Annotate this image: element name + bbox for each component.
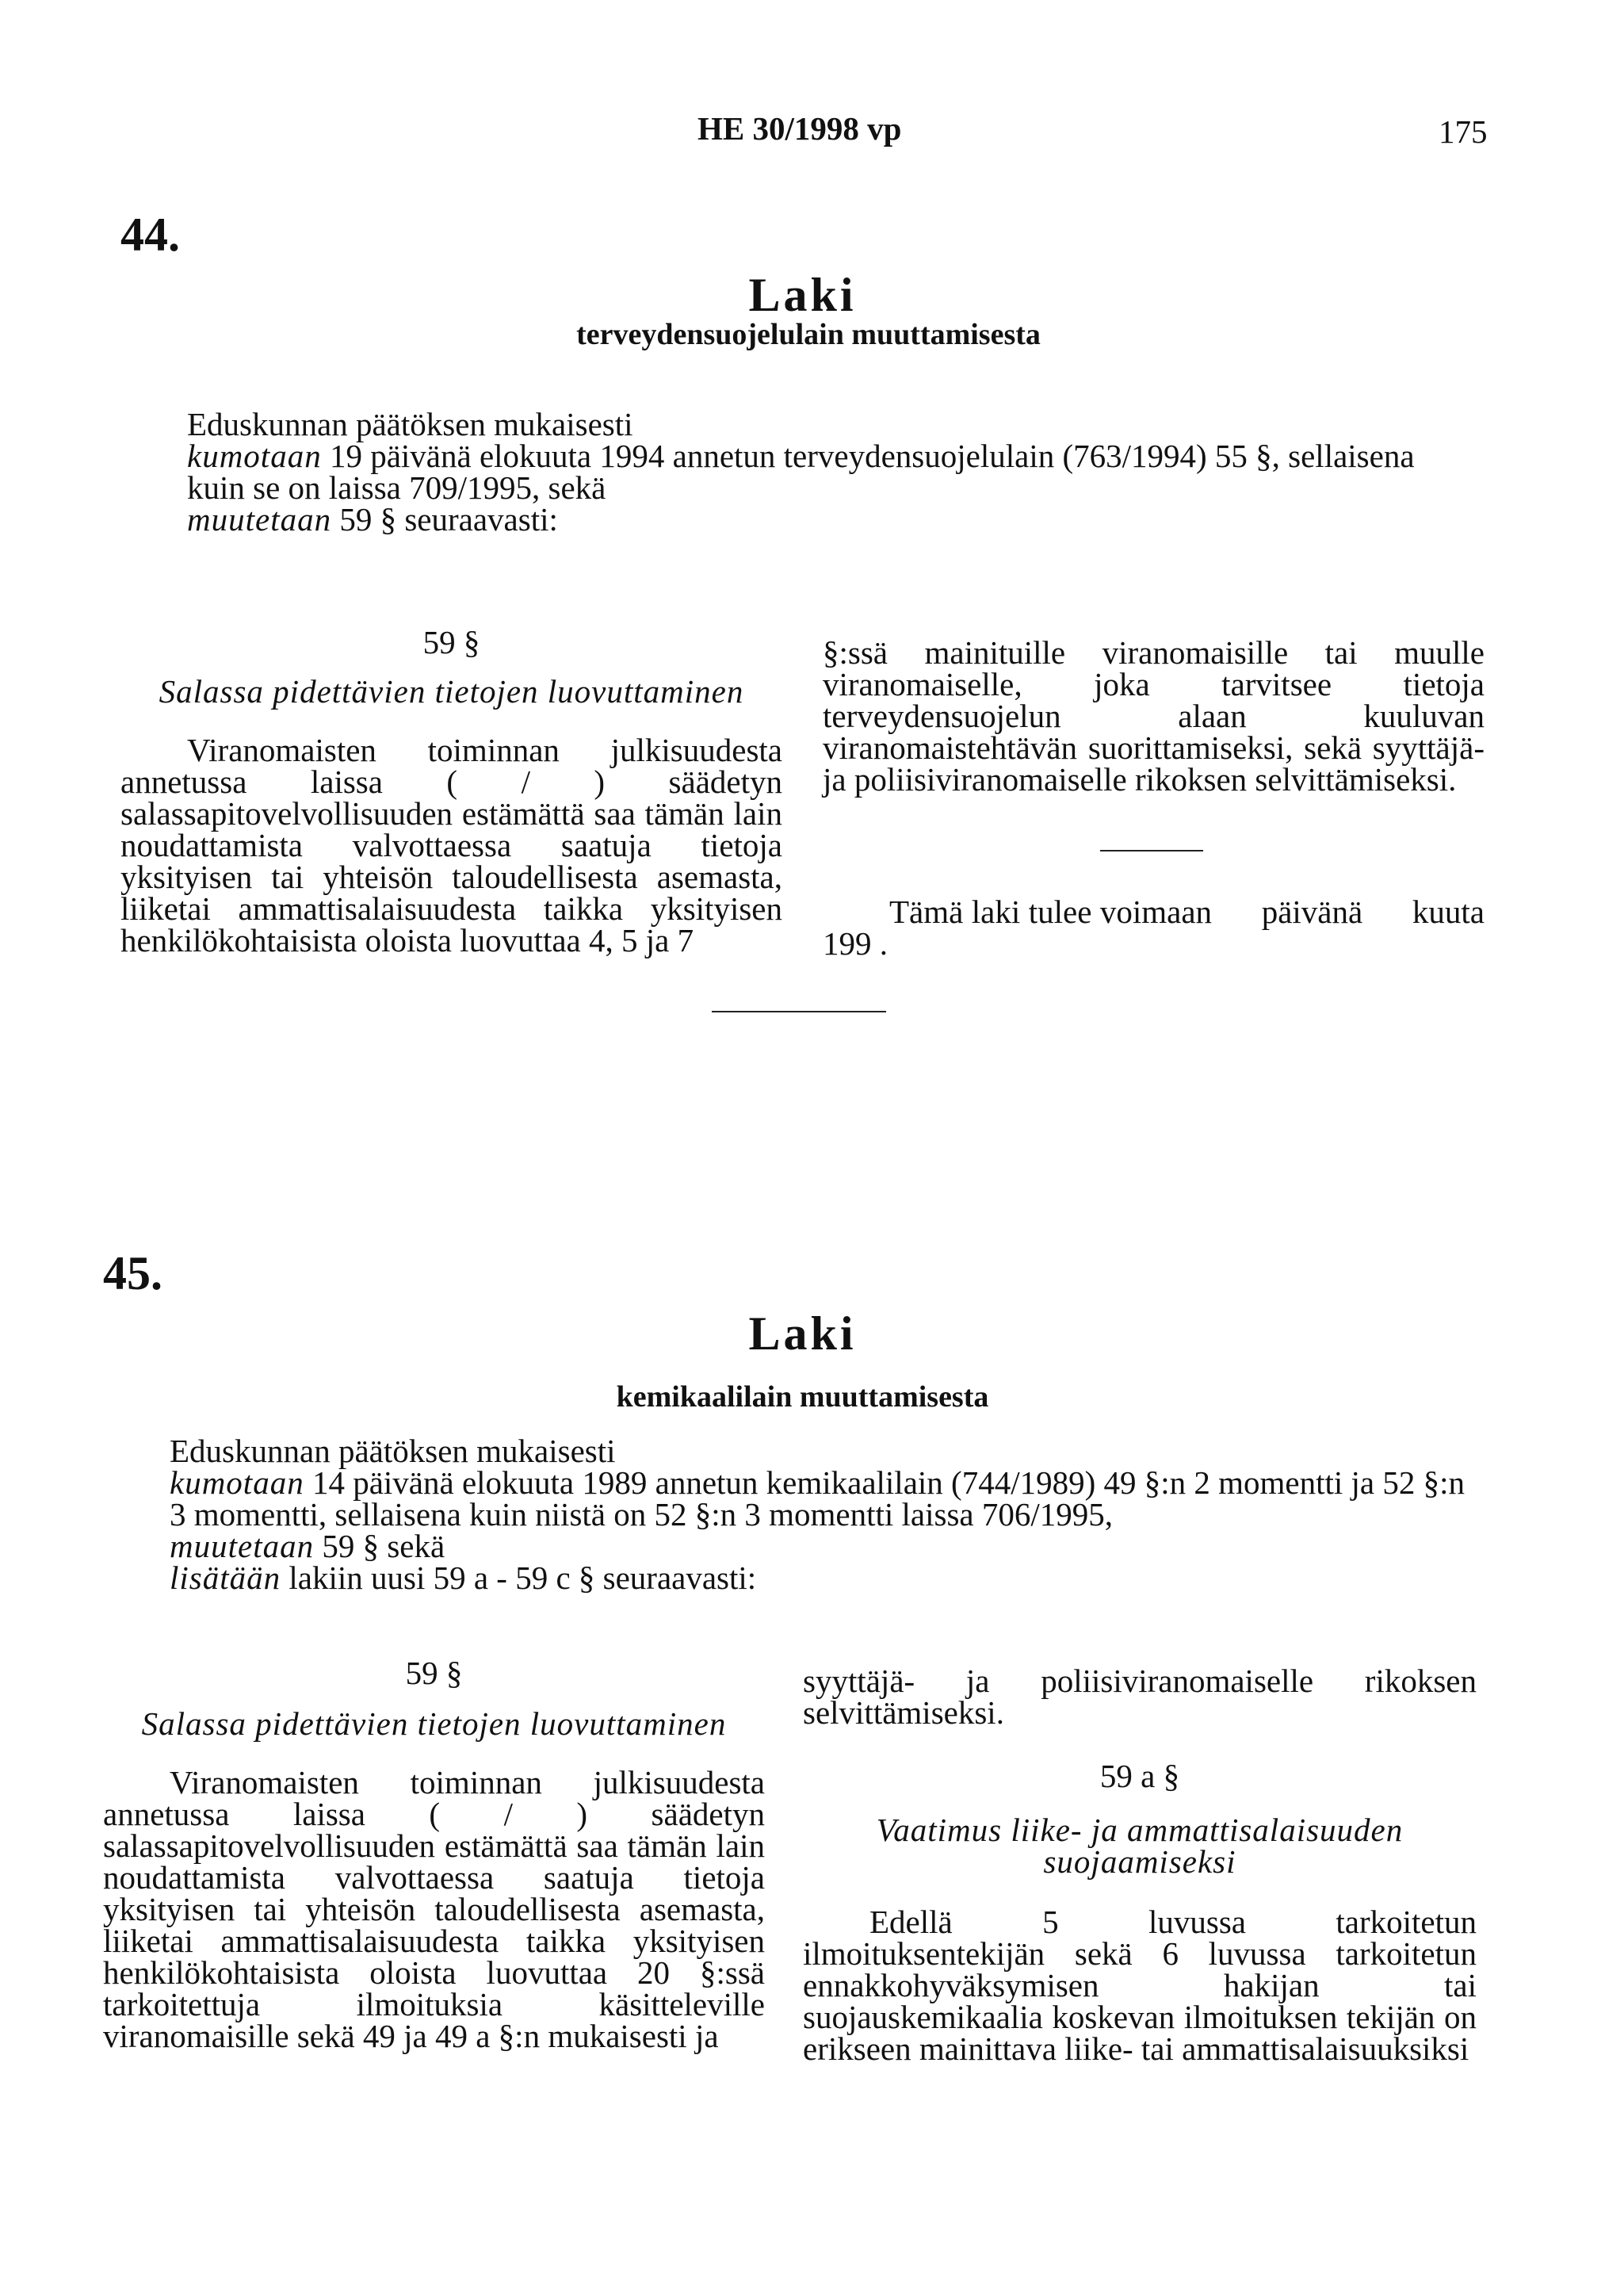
amend-clause: [103, 1530, 1478, 1562]
law-number: 44.: [120, 209, 180, 261]
entry-into-force: [823, 894, 1493, 962]
left-column: [103, 1657, 765, 2052]
repeal-text: 19 päivänä elokuuta 1994 annetun terveydensuojelulain (763/1994) 55 §, sellaisena kuin se on laissa 709/1995, sekä: [187, 438, 1415, 506]
amend-verb: muutetaan: [170, 1528, 315, 1564]
section-caption: Salassa pidettävien tietojen luovuttaminen: [159, 673, 744, 710]
section-body-continued: syyttäjä- ja poliisiviranomaiselle rikoksen selvittämiseksi.: [803, 1663, 1477, 1731]
section-body: Viranomaisten toiminnan julkisuudesta annetussa laissa ( / ) säädetyn salassapitovelvollisuuden estämättä saa tämän lain noudattamista valvottaessa saatuja tietoja yksityisen tai yhteisön taloudellisesta asemasta, liiketai ammattisalaisuudesta taikka yksityisen henkilökohtaisista oloista luovuttaa 20 §:ssä tarkoitettuja ilmoituksia käsitteleville viranomaisille sekä 49 ja 49 a §:n mukaisesti ja: [103, 1764, 765, 2054]
repeal-clause: [120, 438, 1476, 506]
section-body: Viranomaisten toiminnan julkisuudesta annetussa laissa ( / ) säädetyn salassapitovelvollisuuden estämättä saa tämän lain noudattamista valvottaessa saatuja tietoja yksityisen tai yhteisön taloudellisesta asemasta, liiketai ammattisalaisuudesta taikka yksityisen henkilökohtaisista oloista luovuttaa 4, 5 ja 7: [120, 732, 782, 959]
section-body: Edellä 5 luvussa tarkoitetun ilmoituksentekijän sekä 6 luvussa tarkoitetun ennakkohyväksymisen hakijan tai suojauskemikaalia koskevan ilmoituksen tekijän on erikseen mainittava liike- tai ammattisalaisuuksiksi: [803, 1904, 1477, 2067]
law-intro: [103, 1435, 1478, 1594]
section-heading: 59 a §: [1099, 1758, 1180, 1794]
preamble: Eduskunnan päätöksen mukaisesti: [170, 1433, 616, 1469]
entry-into-force-text: Tämä laki tulee voimaan päivänä kuuta 199 .: [823, 894, 1493, 962]
add-text: lakiin uusi 59 a - 59 c § seuraavasti:: [281, 1559, 757, 1596]
page-number: 175: [1439, 113, 1488, 150]
left-column: [120, 624, 782, 959]
section-heading: 59 §: [422, 624, 480, 660]
law-title: Laki: [748, 269, 857, 321]
amend-text: 59 § seuraavasti:: [331, 501, 558, 538]
section-caption: Salassa pidettävien tietojen luovuttaminen: [141, 1705, 727, 1742]
right-column: [803, 1663, 1477, 2067]
running-title: HE 30/1998 vp: [697, 110, 902, 147]
section-caption: Vaatimus liike- ja ammattisalaisuuden suojaamiseksi: [876, 1812, 1404, 1880]
amend-text: 59 § sekä: [314, 1528, 445, 1564]
add-clause: [103, 1559, 1478, 1596]
section-heading: 59 §: [405, 1655, 463, 1691]
preamble: Eduskunnan päätöksen mukaisesti: [187, 406, 633, 442]
section-body-continued: §:ssä mainituille viranomaisille tai muulle viranomaiselle, joka tarvitsee tietoja terveydensuojelun alaan kuuluvan viranomaistehtävän suorittamiseksi, sekä syyttäjä- ja poliisiviranomaiselle rikoksen selvittämiseksi.: [823, 634, 1485, 798]
add-verb: lisätään: [170, 1559, 281, 1596]
repeal-verb: kumotaan: [170, 1464, 304, 1501]
repeal-verb: kumotaan: [187, 438, 322, 474]
repeal-clause: [103, 1464, 1478, 1533]
amend-clause: [120, 501, 1476, 538]
law-number: 45.: [103, 1247, 162, 1299]
law-intro: [120, 406, 1476, 538]
right-column: [823, 634, 1485, 798]
law-subtitle: kemikaalilain muuttamisesta: [616, 1380, 989, 1414]
amend-verb: muutetaan: [187, 501, 332, 538]
divider: [1100, 850, 1203, 851]
law-title: Laki: [748, 1307, 857, 1360]
separator-rule: [712, 1011, 886, 1012]
law-subtitle: terveydensuojelulain muuttamisesta: [576, 318, 1041, 351]
repeal-text: 14 päivänä elokuuta 1989 annetun kemikaalilain (744/1989) 49 §:n 2 momentti ja 52 §:n 3 momentti, sellaisena kuin niistä on 52 §:n 3 momentti laissa 706/1995,: [170, 1464, 1466, 1533]
